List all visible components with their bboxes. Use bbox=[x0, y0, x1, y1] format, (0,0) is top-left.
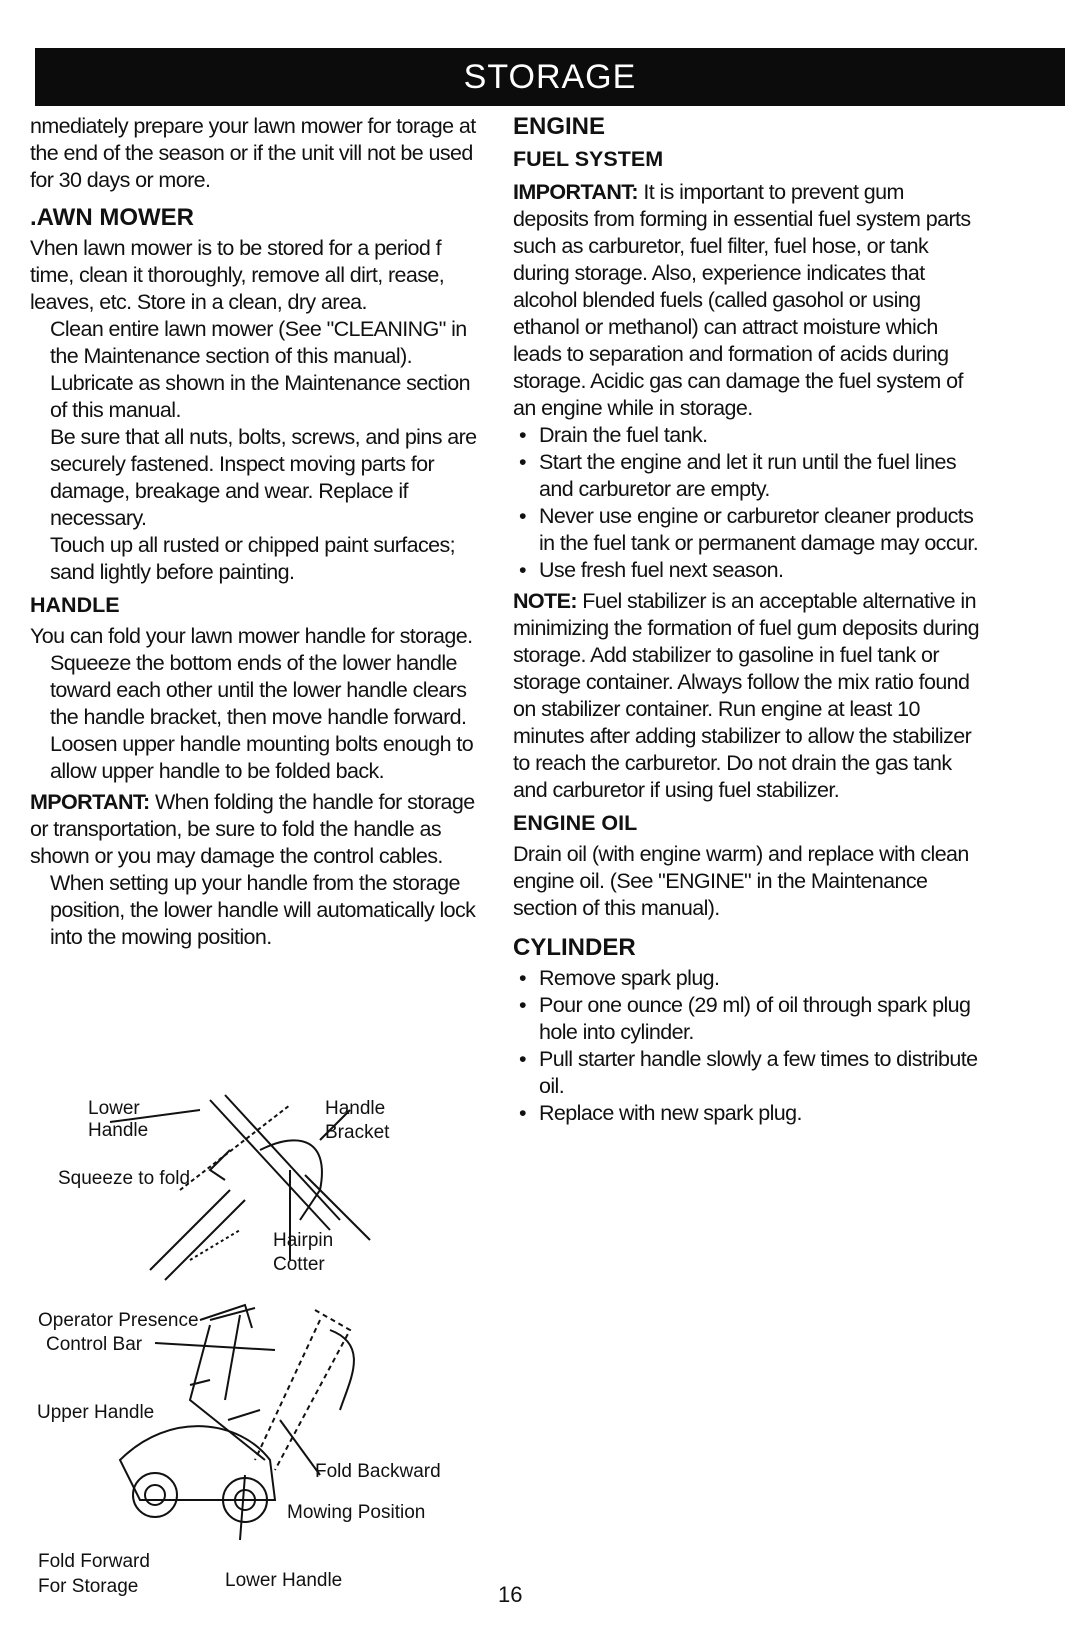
handle-intro: You can fold your lawn mower handle for storage. bbox=[30, 624, 473, 648]
important-text: It is important to prevent gum deposits from forming in essential fuel system parts such as carburetor, fuel filter, fuel hose, or tank during storage. Also, experience indicates that alcohol blended fuels (called gasohol or using ethanol or methanol) can attract moisture which leads to separation and formation of acids during storage. Acidic gas can damage the fuel system of an engine while in storage. bbox=[513, 180, 971, 420]
cylinder-heading: CYLINDER bbox=[513, 934, 636, 961]
fuel-important bbox=[513, 179, 983, 422]
list-item: • Use fresh fuel next season. bbox=[513, 557, 983, 584]
page-number: 16 bbox=[498, 1582, 523, 1607]
list-item: Lubricate as shown in the Maintenance section of this manual. bbox=[50, 371, 470, 422]
upper-handle-label: Upper Handle bbox=[37, 1402, 155, 1423]
storage-intro: nmediately prepare your lawn mower for torage at the end of the season or if the unit vill not be used for 30 days or more. bbox=[30, 114, 476, 192]
opc-label-2: Control Bar bbox=[46, 1334, 143, 1355]
lawn-mower-heading: .AWN MOWER bbox=[30, 204, 194, 231]
list-item: Squeeze the bottom ends of the lower handle toward each other until the lower handle clears the handle bracket, then move handle forward. bbox=[50, 651, 467, 729]
engine-oil-heading: ENGINE OIL bbox=[513, 811, 638, 835]
important-text: When folding the handle for storage or transportation, be sure to fold the handle as shown or you may damage the control cables. bbox=[30, 790, 475, 868]
handle-folding-diagram bbox=[30, 1080, 500, 1600]
note-label: NOTE: bbox=[513, 589, 577, 613]
list-item: • Pour one ounce (29 ml) of oil through spark plug hole into cylinder. bbox=[513, 992, 983, 1046]
lawn-mower-intro: Vhen lawn mower is to be stored for a period f time, clean it thoroughly, remove all dirt, rease, leaves, etc. Store in a clean, dry area. bbox=[30, 236, 445, 314]
lower-handle-label-2: Handle bbox=[88, 1120, 149, 1141]
right-column bbox=[513, 113, 983, 1127]
handle-heading: HANDLE bbox=[30, 593, 120, 617]
list-item: When setting up your handle from the storage position, the lower handle will automatically lock into the mowing position. bbox=[50, 871, 476, 949]
list-item: • Drain the fuel tank. bbox=[513, 422, 983, 449]
list-item: • Never use engine or carburetor cleaner products in the fuel tank or permanent damage may occur. bbox=[513, 503, 983, 557]
lower-handle-label-1: Lower bbox=[88, 1098, 140, 1119]
handle-important bbox=[30, 789, 485, 870]
hairpin-label-2: Cotter bbox=[273, 1254, 325, 1275]
engine-oil-text: Drain oil (with engine warm) and replace with clean engine oil. (See "ENGINE" in the Maintenance section of this manual). bbox=[513, 842, 969, 920]
section-title: STORAGE bbox=[463, 58, 637, 96]
list-item: • Start the engine and let it run until the fuel lines and carburetor are empty. bbox=[513, 449, 983, 503]
left-column bbox=[30, 113, 485, 951]
note-text: Fuel stabilizer is an acceptable alternative in minimizing the formation of fuel gum deposits during storage. Add stabilizer to gasoline in fuel tank or storage container. Always follow the mix ratio found on stabilizer container. Run engine at least 10 minutes after adding stabilizer to allow the stabilizer to reach the carburetor. Do not drain the gas tank and carburetor if using fuel stabilizer. bbox=[513, 589, 979, 802]
opc-label-1: Operator Presence bbox=[38, 1310, 199, 1331]
engine-heading: ENGINE bbox=[513, 113, 606, 140]
fuel-note bbox=[513, 588, 983, 804]
list-item: Touch up all rusted or chipped paint surfaces; sand lightly before painting. bbox=[50, 533, 456, 584]
section-title-banner bbox=[35, 48, 1065, 106]
list-item: • Remove spark plug. bbox=[513, 965, 983, 992]
list-item: • Replace with new spark plug. bbox=[513, 1100, 983, 1127]
fuel-system-heading: FUEL SYSTEM bbox=[513, 147, 664, 171]
lower-handle-bottom-label: Lower Handle bbox=[225, 1570, 343, 1591]
squeeze-label: Squeeze to fold bbox=[58, 1168, 191, 1189]
fold-forward-label-2: For Storage bbox=[38, 1576, 139, 1597]
fold-backward-label: Fold Backward bbox=[315, 1461, 441, 1482]
hairpin-label-1: Hairpin bbox=[273, 1230, 334, 1251]
list-item: Be sure that all nuts, bolts, screws, and pins are securely fastened. Inspect moving parts for damage, breakage and wear. Replace if necessary. bbox=[50, 425, 477, 530]
mowing-position-label: Mowing Position bbox=[287, 1502, 426, 1523]
list-item: Loosen upper handle mounting bolts enough to allow upper handle to be folded back. bbox=[50, 732, 474, 783]
handle-bracket-label-1: Handle bbox=[325, 1098, 386, 1119]
important-label: MPORTANT: bbox=[30, 790, 150, 814]
fold-forward-label-1: Fold Forward bbox=[38, 1551, 150, 1572]
handle-bracket-label-2: Bracket bbox=[325, 1122, 390, 1143]
list-item: • Pull starter handle slowly a few times to distribute oil. bbox=[513, 1046, 983, 1100]
list-item: Clean entire lawn mower (See "CLEANING" in the Maintenance section of this manual). bbox=[50, 317, 467, 368]
important-label: IMPORTANT: bbox=[513, 180, 638, 204]
